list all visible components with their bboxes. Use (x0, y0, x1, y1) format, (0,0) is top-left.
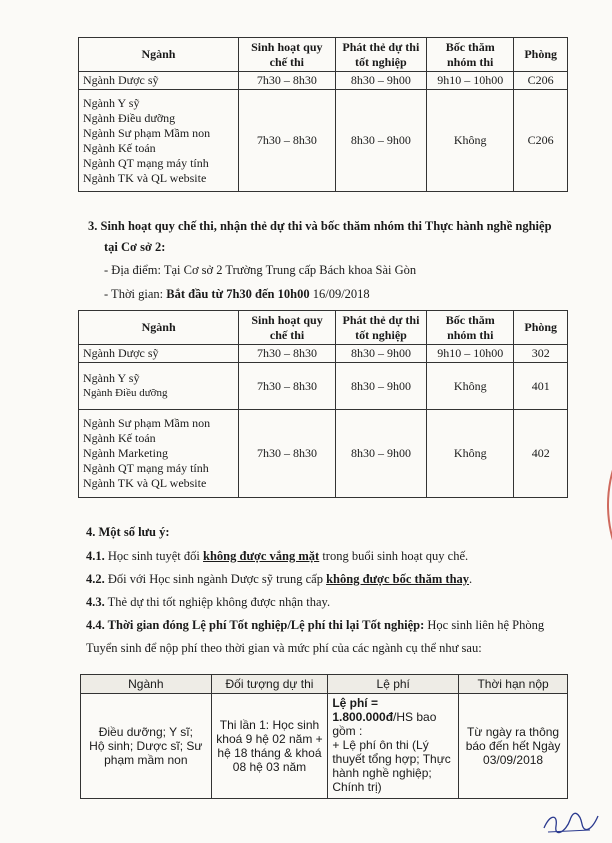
cell-major: Điều dưỡng; Y sĩ; Hộ sinh; Dược sĩ; Sư phạm mầm non (81, 694, 212, 799)
section-3-time (104, 287, 370, 302)
header-fee: Lệ phí (328, 675, 459, 694)
cell-room: 401 (514, 363, 568, 410)
cell-room: 302 (514, 345, 568, 363)
cell-time: 9h10 – 10h00 (427, 72, 514, 90)
header-room: Phòng (514, 311, 568, 345)
section-3-heading-line-1: 3. Sinh hoạt quy chế thi, nhận thẻ dự thi và bốc thăm nhóm thi Thực hành nghề nghiệp (88, 219, 552, 233)
fee-details: /HS bao gồm : + Lệ phí ôn thi (Lý thuyết tổng hợp; Thực hành nghề nghiệp; Chính trị) (332, 710, 451, 794)
cell-major: Ngành Sư phạm Mầm non Ngành Kế toán Ngành Marketing Ngành QT mạng máy tính Ngành TK và QL website (79, 410, 239, 498)
cell-major: Ngành Dược sỹ (79, 72, 239, 90)
header-group-draw: Bốc thăm nhóm thi (427, 311, 514, 345)
cell-time: 7h30 – 8h30 (238, 90, 335, 192)
note-4-1 (86, 549, 468, 564)
cell-fee (328, 694, 459, 799)
cell-draw: Không (427, 410, 514, 498)
table-row (79, 410, 568, 498)
schedule-table-campus-1 (78, 37, 568, 192)
note-4-3 (86, 595, 330, 610)
cell-time: 7h30 – 8h30 (239, 345, 336, 363)
cell-time: 8h30 – 9h00 (335, 345, 426, 363)
stamp-edge-icon (590, 450, 612, 560)
header-rules-session: Sinh hoạt quy chế thi (239, 311, 336, 345)
cell-draw: Không (427, 90, 514, 192)
note-4-4 (86, 618, 544, 633)
note-number: 4.1. (86, 549, 105, 563)
table-header-row (79, 38, 568, 72)
major-name: Ngành Điều dưỡng (83, 387, 168, 399)
time-prefix: - Thời gian: (104, 287, 167, 301)
cell-room: C206 (514, 72, 568, 90)
cell-draw: Không (427, 363, 514, 410)
header-deadline: Thời hạn nộp (459, 675, 568, 694)
note-number: 4.2. (86, 572, 105, 586)
table-row (79, 90, 568, 192)
cell-time: 9h10 – 10h00 (427, 345, 514, 363)
cell-major (79, 363, 239, 410)
note-emphasis: không được vắng mặt (203, 549, 320, 563)
section-4-heading: 4. Một số lưu ý: (86, 525, 170, 539)
cell-room: C206 (514, 90, 568, 192)
signature-icon (540, 808, 602, 836)
section-3-heading-line-2: tại Cơ sở 2: (104, 240, 166, 254)
table-header-row (79, 311, 568, 345)
fee-amount: Lệ phí = 1.800.000đ (332, 696, 394, 724)
note-4-4-line-2: Tuyển sinh để nộp phí theo thời gian và mức phí của các ngành cụ thể như sau: (86, 641, 482, 655)
header-target: Đối tượng dự thi (211, 675, 328, 694)
cell-room: 402 (514, 410, 568, 498)
major-name: Ngành Y sỹ (83, 371, 140, 385)
table-row (79, 72, 568, 90)
cell-time: 8h30 – 9h00 (335, 72, 426, 90)
cell-time: 7h30 – 8h30 (239, 410, 336, 498)
cell-deadline: Từ ngày ra thông báo đến hết Ngày 03/09/2018 (459, 694, 568, 799)
note-text: trong buổi sinh hoạt quy chế. (319, 549, 469, 563)
note-heading: 4.4. Thời gian đóng Lệ phí Tốt nghiệp/Lệ phí thi lại Tốt nghiệp: (86, 618, 425, 632)
note-4-2 (86, 572, 472, 587)
time-date: 16/09/2018 (309, 287, 370, 301)
cell-time: 7h30 – 8h30 (239, 363, 336, 410)
header-card-issue: Phát thẻ dự thi tốt nghiệp (335, 38, 426, 72)
table-row (79, 363, 568, 410)
time-range: Bắt đầu từ 7h30 đến 10h00 (166, 287, 310, 301)
note-text: Thẻ dự thi tốt nghiệp không được nhận thay. (104, 595, 331, 609)
table-row (79, 345, 568, 363)
cell-time: 7h30 – 8h30 (238, 72, 335, 90)
cell-major: Ngành Y sỹ Ngành Điều dưỡng Ngành Sư phạm Mầm non Ngành Kế toán Ngành QT mạng máy tính Ngành TK và QL website (79, 90, 239, 192)
cell-target: Thi lần 1: Học sinh khoá 9 hệ 02 năm + hệ 18 tháng & khoá 08 hệ 03 năm (211, 694, 328, 799)
note-text: . (469, 572, 473, 586)
cell-time: 8h30 – 9h00 (335, 410, 426, 498)
note-text: Học sinh liên hệ Phòng (424, 618, 545, 632)
schedule-table-campus-2 (78, 310, 568, 498)
header-group-draw: Bốc thăm nhóm thi (427, 38, 514, 72)
note-text: Đối với Học sinh ngành Dược sỹ trung cấp (104, 572, 327, 586)
cell-major: Ngành Dược sỹ (79, 345, 239, 363)
header-room: Phòng (514, 38, 568, 72)
note-number: 4.3. (86, 595, 105, 609)
cell-time: 8h30 – 9h00 (335, 90, 426, 192)
fee-table (80, 674, 568, 799)
header-card-issue: Phát thẻ dự thi tốt nghiệp (335, 311, 426, 345)
table-row (81, 694, 568, 799)
table-header-row (81, 675, 568, 694)
section-3-location: - Địa điểm: Tại Cơ sở 2 Trường Trung cấp Bách khoa Sài Gòn (104, 263, 417, 277)
header-rules-session: Sinh hoạt quy chế thi (238, 38, 335, 72)
header-major: Ngành (81, 675, 212, 694)
note-text: Học sinh tuyệt đối (104, 549, 204, 563)
cell-time: 8h30 – 9h00 (335, 363, 426, 410)
header-major: Ngành (79, 311, 239, 345)
header-major: Ngành (79, 38, 239, 72)
note-emphasis: không được bốc thăm thay (326, 572, 470, 586)
